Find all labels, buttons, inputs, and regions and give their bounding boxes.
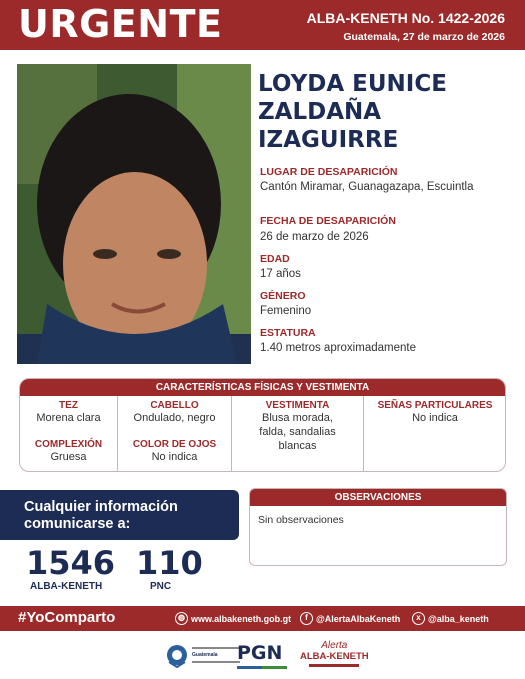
facebook-link[interactable] bbox=[300, 612, 400, 625]
senas-value: No indica bbox=[412, 412, 458, 424]
complexion-value: Gruesa bbox=[50, 451, 87, 463]
disappearance-date-value: 26 de marzo de 2026 bbox=[260, 231, 369, 243]
facebook-icon: f bbox=[300, 612, 313, 625]
tez-column bbox=[20, 396, 118, 472]
disappearance-place-label: LUGAR DE DESAPARICIÓN bbox=[260, 166, 398, 178]
alert-number: ALBA-KENETH No. 1422-2026 bbox=[306, 10, 505, 26]
website-text: www.albakeneth.gob.gt bbox=[191, 613, 292, 624]
tez-value: Morena clara bbox=[36, 412, 101, 424]
phone-pnc-label: PNC bbox=[150, 581, 172, 592]
name-line-2: ZALDAÑA bbox=[258, 99, 382, 125]
hashtag[interactable]: #YoComparto bbox=[18, 609, 116, 626]
coat-of-arms-icon bbox=[165, 642, 189, 668]
observations-title: OBSERVACIONES bbox=[250, 489, 506, 506]
gender-value: Femenino bbox=[260, 305, 312, 317]
contact-banner bbox=[0, 490, 239, 540]
alerta-logo-line-2: ALBA-KENETH bbox=[300, 651, 369, 662]
cabello-label: CABELLO bbox=[150, 400, 199, 411]
age-value: 17 años bbox=[260, 268, 301, 280]
cabello-value: Ondulado, negro bbox=[133, 412, 216, 424]
pgn-logo-text: PGN bbox=[237, 642, 283, 664]
pgn-logo bbox=[237, 642, 287, 669]
header-banner bbox=[0, 0, 525, 50]
cabello-column bbox=[118, 396, 232, 472]
gender-label: GÉNERO bbox=[260, 290, 306, 302]
alerta-logo-line-1: Alerta bbox=[321, 640, 348, 651]
date-line: Guatemala, 27 de marzo de 2026 bbox=[343, 31, 505, 43]
urgent-title: URGENTE bbox=[18, 2, 223, 46]
x-link[interactable] bbox=[412, 612, 489, 625]
alerta-alba-keneth-logo bbox=[300, 640, 369, 667]
person-name bbox=[258, 70, 518, 154]
eye-color-value: No indica bbox=[151, 451, 198, 463]
observations-panel bbox=[249, 488, 507, 566]
observations-text: Sin observaciones bbox=[258, 514, 344, 526]
disappearance-date-label: FECHA DE DESAPARICIÓN bbox=[260, 215, 396, 227]
website-link[interactable] bbox=[175, 612, 291, 625]
facebook-text: @AlertaAlbaKeneth bbox=[316, 613, 401, 624]
government-logo-text: Guatemala bbox=[192, 652, 218, 658]
missing-person-photo bbox=[17, 64, 251, 364]
phone-alba-keneth-label: ALBA-KENETH bbox=[30, 581, 103, 592]
height-value: 1.40 metros aproximadamente bbox=[260, 342, 416, 354]
name-line-1: LOYDA EUNICE bbox=[258, 71, 447, 97]
logos-strip bbox=[0, 638, 525, 676]
height-label: ESTATURA bbox=[260, 327, 316, 339]
vestimenta-column bbox=[232, 396, 364, 472]
footer-banner bbox=[0, 606, 525, 631]
disappearance-place-value: Cantón Miramar, Guanagazapa, Escuintla bbox=[260, 181, 474, 193]
name-line-3: IZAGUIRRE bbox=[258, 127, 399, 153]
vestimenta-line-2: falda, sandalias bbox=[259, 426, 336, 438]
contact-line-2: comunicarse a: bbox=[24, 516, 131, 532]
contact-line-1: Cualquier información bbox=[24, 499, 178, 515]
government-logo bbox=[165, 642, 240, 668]
vestimenta-label: VESTIMENTA bbox=[265, 400, 330, 411]
eye-color-label: COLOR DE OJOS bbox=[132, 439, 217, 450]
characteristics-panel bbox=[19, 378, 506, 472]
phone-alba-keneth[interactable]: 1546 bbox=[26, 544, 116, 582]
senas-column bbox=[364, 396, 506, 472]
senas-label: SEÑAS PARTICULARES bbox=[377, 400, 493, 411]
phone-pnc[interactable]: 110 bbox=[136, 544, 203, 582]
x-icon: x bbox=[412, 612, 425, 625]
age-label: EDAD bbox=[260, 253, 290, 265]
characteristics-title: CARACTERÍSTICAS FÍSICAS Y VESTIMENTA bbox=[20, 379, 505, 396]
tez-label: TEZ bbox=[59, 400, 78, 411]
globe-icon: ◍ bbox=[175, 612, 188, 625]
x-text: @alba_keneth bbox=[428, 613, 489, 624]
vestimenta-line-3: blancas bbox=[278, 440, 317, 452]
complexion-label: COMPLEXIÓN bbox=[34, 439, 103, 450]
vestimenta-line-1: Blusa morada, bbox=[262, 412, 333, 424]
